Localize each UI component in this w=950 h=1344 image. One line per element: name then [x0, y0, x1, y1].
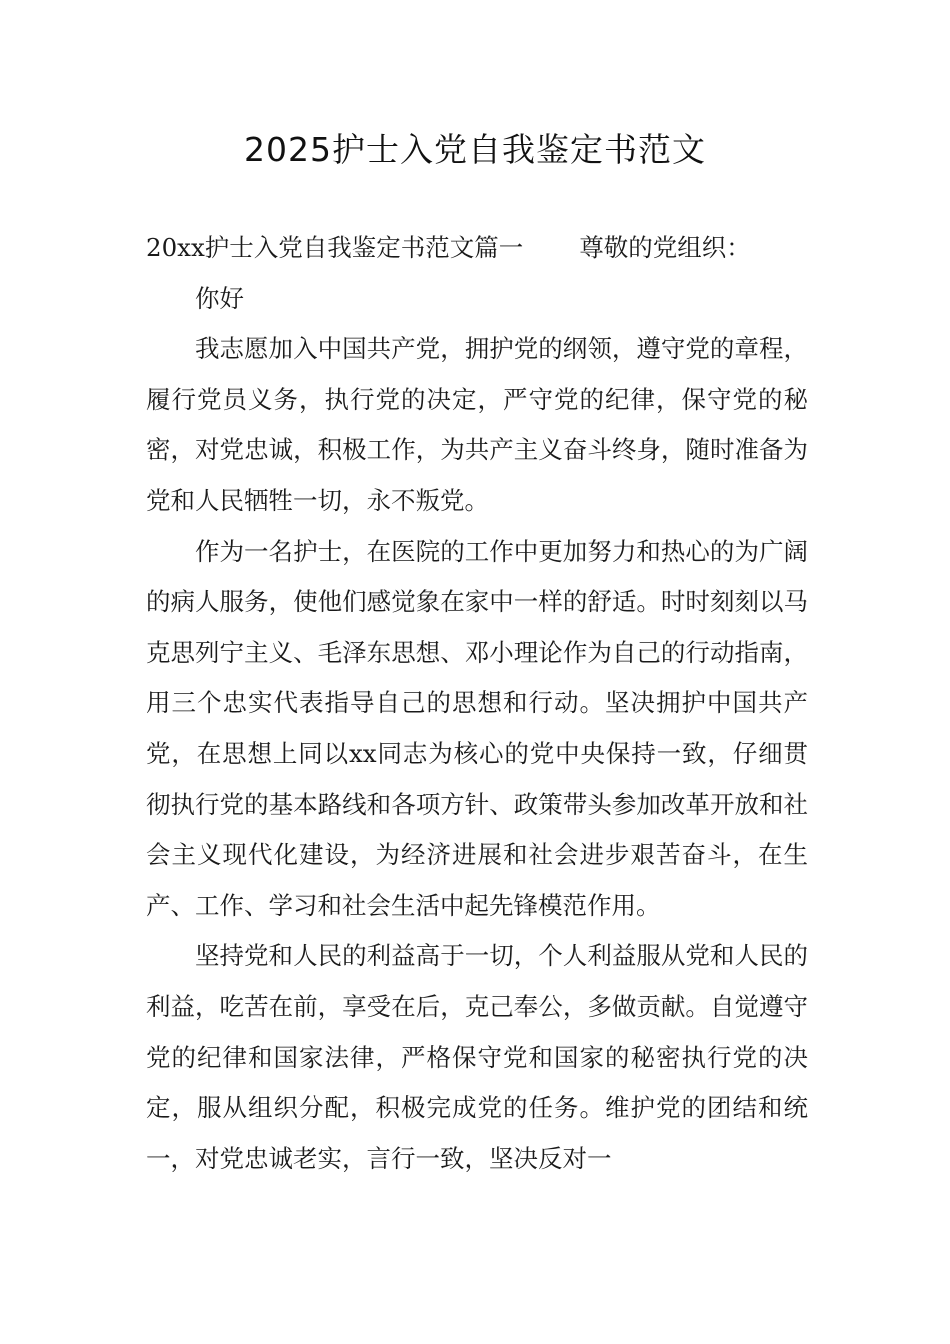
greeting: 你好 [195, 283, 244, 313]
document-title: 2025护士入党自我鉴定书范文 [244, 130, 706, 169]
paragraph: 作为一名护士，在医院的工作中更加努力和热心的为广阔的病人服务，使他们感觉象在家中一样的舒适。时时刻刻以马克思列宁主义、毛泽东思想、邓小理论作为自己的行动指南，用三个忠实代表指导自己的思想和行动。坚决拥护中国共产党，在思想上同以xx同志为核心的党中央保持一致，仔细贯彻执行党的基本路线和各项方针、政策带头参加改革开放和社会主义现代化建设，为经济进展和社会进步艰苦奋斗，在生产、工作、学习和社会生活中起先锋模范作用。 [146, 536, 808, 920]
document-body [146, 223, 808, 1184]
paragraph: 坚持党和人民的利益高于一切，个人利益服从党和人民的利益，吃苦在前，享受在后，克己奉公，多做贡献。自觉遵守党的纪律和国家法律，严格保守党和国家的秘密执行党的决定，服从组织分配，积极完成党的任务。维护党的团结和统一，对党忠诚老实，言行一致，坚决反对一 [146, 941, 808, 1173]
section-heading-line [146, 223, 808, 274]
salutation: 尊敬的党组织： [579, 233, 751, 262]
paragraph: 我志愿加入中国共产党，拥护党的纲领，遵守党的章程，履行党员义务，执行党的决定，严守党的纪律，保守党的秘密，对党忠诚，积极工作，为共产主义奋斗终身，随时准备为党和人民牺牲一切，永不叛党。 [146, 334, 808, 515]
section-heading: 20xx护士入党自我鉴定书范文篇一 [146, 233, 524, 262]
